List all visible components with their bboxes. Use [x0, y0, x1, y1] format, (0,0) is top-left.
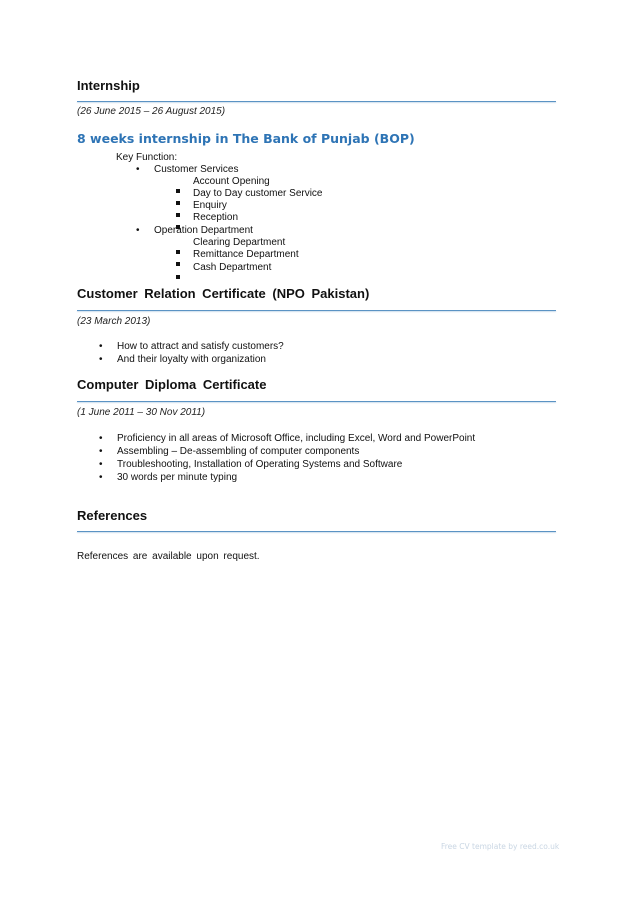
references-text: References are available upon request.: [77, 551, 260, 562]
list-item: Clearing Department: [193, 237, 286, 248]
list-item: How to attract and satisfy customers?: [117, 341, 284, 352]
bullet-dot-icon: •: [99, 446, 103, 457]
computer-diploma-date: (1 June 2011 – 30 Nov 2011): [77, 407, 206, 418]
list-item: And their loyalty with organization: [117, 354, 266, 365]
customer-relation-divider: [77, 310, 556, 311]
key-function-label: Key Function:: [116, 152, 178, 163]
bullet-dot-icon: •: [99, 354, 103, 365]
list-item: Remittance Department: [193, 249, 299, 260]
list-item: Enquiry: [193, 200, 227, 211]
internship-date: (26 June 2015 – 26 August 2015): [77, 106, 226, 117]
internship-title: 8 weeks internship in The Bank of Punjab (BOP): [77, 131, 415, 146]
list-item: Day to Day customer Service: [193, 188, 323, 199]
bullet-dot-icon: •: [136, 164, 140, 175]
computer-diploma-heading: Computer Diploma Certificate: [77, 377, 267, 392]
bullet-dot-icon: •: [99, 459, 103, 470]
list-item: Reception: [193, 212, 239, 223]
customer-relation-heading: Customer Relation Certificate (NPO Pakistan): [77, 286, 370, 301]
references-heading: References: [77, 508, 148, 523]
footer-note: Free CV template by reed.co.uk: [441, 842, 560, 851]
references-divider: [77, 531, 556, 532]
internship-heading: Internship: [77, 78, 140, 93]
list-item: Account Opening: [193, 176, 270, 187]
group-label: Operation Department: [154, 225, 253, 236]
internship-divider: [77, 101, 556, 102]
list-item: Proficiency in all areas of Microsoft Office, including Excel, Word and PowerPoint: [117, 433, 476, 444]
bullet-dot-icon: •: [136, 225, 140, 236]
group-label: Customer Services: [154, 164, 239, 175]
list-item: 30 words per minute typing: [117, 472, 238, 483]
list-item: Troubleshooting, Installation of Operating Systems and Software: [117, 459, 403, 470]
square-bullet-icon: [176, 266, 180, 284]
bullet-dot-icon: •: [99, 341, 103, 352]
bullet-dot-icon: •: [99, 433, 103, 444]
computer-diploma-divider: [77, 401, 556, 402]
customer-relation-date: (23 March 2013): [77, 316, 151, 327]
list-item: Cash Department: [193, 262, 272, 273]
list-item: Assembling – De-assembling of computer components: [117, 446, 360, 457]
bullet-dot-icon: •: [99, 472, 103, 483]
